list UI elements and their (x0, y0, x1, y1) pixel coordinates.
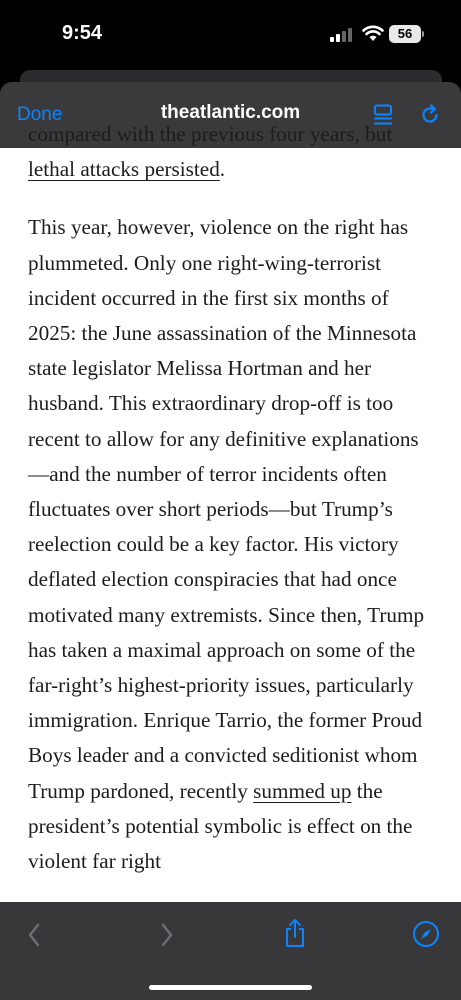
article-paragraph (28, 210, 438, 879)
paragraph-cut-text: compared with the previous four years, but (28, 122, 393, 146)
chevron-right-icon[interactable] (158, 921, 176, 949)
wifi-icon (362, 24, 384, 42)
lethal-attacks-link[interactable]: lethal attacks persisted (28, 157, 220, 182)
battery-icon: 56 (389, 25, 421, 43)
paragraph-cut-text: symbolic is effect on the violent far right (28, 813, 413, 874)
summed-up-link[interactable]: summed up (253, 778, 352, 803)
article-body (28, 117, 438, 879)
paragraph-text-continued: the president’s potential (28, 778, 383, 838)
paragraph-text: This year, however, violence on the right has plummeted. Only one right-wing-terrorist incident occurred in the first six months of 2025: the June assassination of the Minnesota state legislator Melissa Hortman and her husband. This extraordinary drop-off is too recent to allow for any definitive explanations—and the number of terror incidents often fluctuates over short periods—but Trump’s reelection could be a key factor. His victory deflated election conspiracies that had once motivated many extremists. Since then, Trump has taken a maximal approach on some of the far-right’s highest-priority issues, particularly immigration. Enrique Tarrio, the former Proud Boys leader and a convicted seditionist whom Trump pardoned, recently (28, 215, 425, 803)
status-bar (0, 0, 461, 70)
paragraph-end: . (219, 157, 226, 182)
article-paragraph (28, 117, 438, 187)
battery-tip (422, 31, 424, 37)
site-title: theatlantic.com (160, 102, 301, 123)
article-viewport[interactable] (0, 122, 461, 902)
home-indicator (149, 985, 312, 990)
share-icon[interactable] (283, 918, 307, 948)
status-time: 9:54 (62, 22, 103, 44)
chevron-left-icon[interactable] (25, 921, 43, 949)
compass-icon[interactable] (412, 920, 440, 948)
cellular-signal-icon (330, 28, 354, 42)
done-button[interactable]: Done (17, 104, 63, 125)
